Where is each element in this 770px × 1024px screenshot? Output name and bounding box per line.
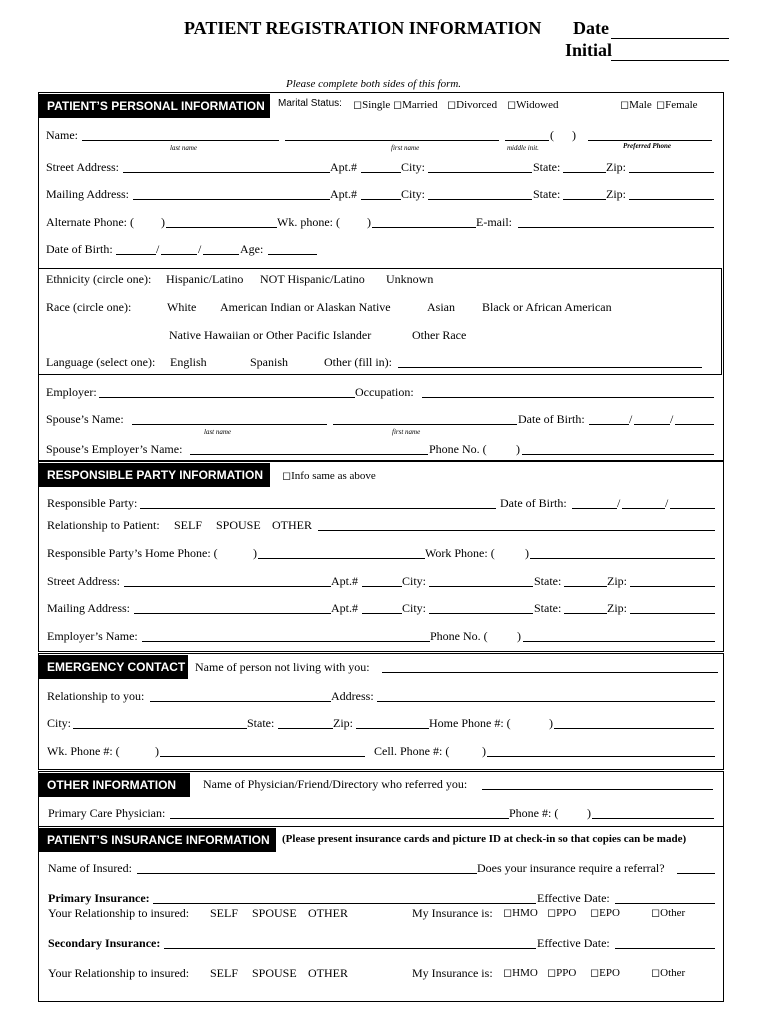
state-field[interactable] [563,172,606,173]
responsible-city-label: City: [402,574,427,588]
secondary-ppo-checkbox[interactable]: ◻PPO [547,967,577,979]
responsible-header: RESPONSIBLE PARTY INFORMATION [38,463,270,487]
responsible-state-field[interactable] [564,586,607,587]
responsible-state-label: State: [534,574,562,588]
responsible-mailing-label: Mailing Address: [47,601,130,615]
emergency-state-field[interactable] [278,728,333,729]
responsible-employer-label: Employer’s Name: [47,629,138,643]
marital-married-checkbox[interactable]: ◻Married [393,99,438,111]
personal-header: PATIENT’S PERSONAL INFORMATION [38,94,270,118]
relationship-other-option[interactable]: OTHER [272,518,312,532]
spouse-dob-day-field[interactable] [634,424,670,425]
mailing-apt-field[interactable] [361,199,401,200]
responsible-employer-phone-label: Phone No. ( [430,629,488,643]
ethnicity-not-hispanic-option[interactable]: NOT Hispanic/Latino [260,272,365,286]
relationship-spouse-option[interactable]: SPOUSE [216,518,261,532]
responsible-mailing-zip-field[interactable] [630,613,715,614]
primary-hmo-checkbox[interactable]: ◻HMO [503,907,538,919]
initial-field[interactable] [611,60,729,61]
wk-phone-field[interactable] [372,227,476,228]
responsible-mailing-apt-label: Apt.# [331,601,358,615]
emergency-city-label: City: [47,716,72,730]
secondary-effective-field[interactable] [615,948,715,949]
wk-phone-paren: ) [367,215,371,229]
mailing-city-field[interactable] [428,199,532,200]
marital-single-checkbox[interactable]: ◻Single [353,99,391,111]
responsible-party-label: Responsible Party: [47,496,138,510]
mailing-zip-field[interactable] [629,199,714,200]
spouse-first-name-field[interactable] [333,424,517,425]
secondary-relationship-spouse[interactable]: SPOUSE [252,966,297,980]
primary-insurance-label: Primary Insurance: [48,891,150,905]
emergency-city-field[interactable] [73,728,247,729]
primary-relationship-label: Your Relationship to insured: [48,906,190,920]
relationship-self-option[interactable]: SELF [174,518,203,532]
secondary-epo-checkbox[interactable]: ◻EPO [590,967,620,979]
middle-init-hint: middle init. [507,144,539,152]
last-name-field[interactable] [82,140,279,141]
emergency-header: EMERGENCY CONTACT [38,655,188,679]
emergency-wk-phone-field[interactable] [160,756,365,757]
language-label: Language (select one): [46,355,156,369]
emergency-cell-phone-paren: ) [482,744,486,758]
race-asian-option[interactable]: Asian [427,300,455,314]
spouse-dob-label: Date of Birth: [518,412,585,426]
marital-widowed-checkbox[interactable]: ◻Widowed [507,99,559,111]
first-name-hint: first name [391,144,420,152]
primary-relationship-self[interactable]: SELF [210,906,239,920]
emergency-relationship-label: Relationship to you: [47,689,145,703]
spouse-dob-year-field[interactable] [675,424,714,425]
primary-effective-label: Effective Date: [537,891,610,905]
responsible-dob-year-field[interactable] [670,508,715,509]
pcp-field[interactable] [170,818,509,819]
emergency-home-phone-paren: ) [549,716,553,730]
dob-year-field[interactable] [203,254,239,255]
wk-phone-label: Wk. phone: ( [277,215,340,229]
middle-init-field[interactable] [505,140,549,141]
marital-divorced-checkbox[interactable]: ◻Divorced [447,99,498,111]
emergency-home-phone-label: Home Phone #: ( [429,716,511,730]
responsible-work-phone-paren: ) [525,546,529,560]
date-label: Date [573,18,609,38]
secondary-insurance-label: Secondary Insurance: [48,936,161,950]
responsible-dob-slash-1: / [617,496,621,510]
responsible-dob-label: Date of Birth: [500,496,567,510]
emergency-address-field[interactable] [377,701,715,702]
pcp-phone-field[interactable] [592,818,714,819]
secondary-relationship-self[interactable]: SELF [210,966,239,980]
responsible-home-phone-paren: ) [253,546,257,560]
alt-phone-label: Alternate Phone: ( [46,215,134,229]
secondary-other-checkbox[interactable]: ◻Other [651,967,686,979]
sex-male-checkbox[interactable]: ◻Male [620,99,652,111]
insurance-header: PATIENT’S INSURANCE INFORMATION [38,828,276,852]
primary-insurance-field[interactable] [153,903,536,904]
street-address-label: Street Address: [46,160,119,174]
state-label: State: [533,160,561,174]
primary-relationship-other[interactable]: OTHER [308,906,348,920]
secondary-effective-label: Effective Date: [537,936,610,950]
info-same-checkbox[interactable]: ◻Info same as above [282,470,376,482]
city-label: City: [401,160,426,174]
insurance-note: (Please present insurance cards and picture ID at check-in so that copies can be made) [282,833,687,845]
other-header: OTHER INFORMATION [38,773,190,797]
first-name-field[interactable] [285,140,499,141]
relationship-label: Relationship to Patient: [47,518,160,532]
city-field[interactable] [428,172,532,173]
responsible-mailing-city-field[interactable] [429,613,533,614]
emergency-relationship-field[interactable] [150,701,331,702]
employer-field[interactable] [99,397,355,398]
race-pacific-islander-option[interactable]: Native Hawaiian or Other Pacific Islander [169,328,372,342]
alt-phone-field[interactable] [166,227,277,228]
employer-label: Employer: [46,385,97,399]
responsible-zip-field[interactable] [630,586,715,587]
responsible-mailing-zip-label: Zip: [607,601,627,615]
referral-field[interactable] [677,873,715,874]
spouse-dob-slash-2: / [670,412,674,426]
alt-phone-paren: ) [161,215,165,229]
apt-label: Apt.# [330,160,357,174]
primary-my-insurance-label: My Insurance is: [412,906,493,920]
last-name-hint: last name [170,144,198,152]
mailing-zip-label: Zip: [606,187,626,201]
responsible-work-phone-field[interactable] [530,558,715,559]
insured-name-label: Name of Insured: [48,861,132,875]
email-field[interactable] [518,227,714,228]
referred-label: Name of Physician/Friend/Directory who referred you: [203,777,468,791]
instruction-text: Please complete both sides of this form. [286,78,462,90]
primary-ppo-checkbox[interactable]: ◻PPO [547,907,577,919]
spouse-employer-label: Spouse’s Employer’s Name: [46,442,183,456]
referral-label: Does your insurance require a referral? [477,861,665,875]
spouse-last-name-hint: last name [204,428,232,436]
name-label: Name: [46,128,78,142]
race-american-indian-option[interactable]: American Indian or Alaskan Native [220,300,391,314]
primary-epo-checkbox[interactable]: ◻EPO [590,907,620,919]
secondary-relationship-other[interactable]: OTHER [308,966,348,980]
emergency-wk-phone-label: Wk. Phone #: ( [47,744,120,758]
referred-field[interactable] [482,789,713,790]
responsible-street-label: Street Address: [47,574,120,588]
dob-label: Date of Birth: [46,242,113,256]
spouse-dob-slash-1: / [629,412,633,426]
initial-label: Initial [565,40,613,60]
responsible-zip-label: Zip: [607,574,627,588]
responsible-mailing-state-label: State: [534,601,562,615]
primary-effective-field[interactable] [615,903,715,904]
spouse-phone-paren: ) [516,442,520,456]
primary-other-checkbox[interactable]: ◻Other [651,907,686,919]
zip-label: Zip: [606,160,626,174]
responsible-employer-field[interactable] [142,641,430,642]
marital-status-label: Marital Status: [278,98,342,109]
secondary-hmo-checkbox[interactable]: ◻HMO [503,967,538,979]
occupation-field[interactable] [422,397,714,398]
sex-female-checkbox[interactable]: ◻Female [656,99,698,111]
emergency-state-label: State: [247,716,275,730]
spouse-name-label: Spouse’s Name: [46,412,124,426]
ethnicity-unknown-option[interactable]: Unknown [386,272,434,286]
secondary-my-insurance-label: My Insurance is: [412,966,493,980]
responsible-mailing-city-label: City: [402,601,427,615]
responsible-apt-field[interactable] [362,586,402,587]
insured-name-field[interactable] [137,873,477,874]
age-label: Age: [240,242,264,256]
date-field[interactable] [611,38,729,39]
mailing-apt-label: Apt.# [330,187,357,201]
language-other-label: Other (fill in): [324,355,392,369]
responsible-mailing-apt-field[interactable] [362,613,402,614]
responsible-work-phone-label: Work Phone: ( [425,546,495,560]
emergency-cell-phone-field[interactable] [487,756,715,757]
page-title: PATIENT REGISTRATION INFORMATION [184,18,542,38]
emergency-name-field[interactable] [382,672,718,673]
occupation-label: Occupation: [355,385,414,399]
age-field[interactable] [268,254,317,255]
relationship-other-field[interactable] [318,530,715,531]
dob-slash-1: / [156,242,160,256]
responsible-apt-label: Apt.# [331,574,358,588]
preferred-phone-hint: Preferred Phone [623,142,672,150]
emergency-zip-label: Zip: [333,716,353,730]
preferred-phone-paren: ( ) [550,128,576,142]
responsible-dob-day-field[interactable] [622,508,665,509]
responsible-dob-slash-2: / [665,496,669,510]
primary-relationship-spouse[interactable]: SPOUSE [252,906,297,920]
emergency-cell-phone-label: Cell. Phone #: ( [374,744,450,758]
pcp-label: Primary Care Physician: [48,806,166,820]
language-english-option[interactable]: English [170,355,207,369]
responsible-street-field[interactable] [124,586,331,587]
responsible-party-field[interactable] [140,508,496,509]
responsible-mailing-field[interactable] [134,613,331,614]
mailing-address-field[interactable] [133,199,330,200]
pcp-phone-label: Phone #: ( [509,806,559,820]
spouse-dob-month-field[interactable] [589,424,629,425]
spouse-phone-field[interactable] [522,454,714,455]
ethnicity-label: Ethnicity (circle one): [46,272,152,286]
spouse-first-name-hint: first name [392,428,421,436]
dob-month-field[interactable] [116,254,156,255]
emergency-zip-field[interactable] [356,728,429,729]
street-address-field[interactable] [123,172,330,173]
pcp-phone-paren: ) [587,806,591,820]
apt-field[interactable] [361,172,401,173]
ethnicity-hispanic-option[interactable]: Hispanic/Latino [166,272,244,286]
language-other-field[interactable] [398,367,702,368]
dob-slash-2: / [198,242,202,256]
mailing-address-label: Mailing Address: [46,187,129,201]
zip-field[interactable] [629,172,714,173]
responsible-dob-month-field[interactable] [572,508,617,509]
responsible-home-phone-field[interactable] [258,558,425,559]
preferred-phone-field[interactable] [588,140,712,141]
spouse-phone-label: Phone No. ( [429,442,487,456]
race-black-option[interactable]: Black or African American [482,300,612,314]
emergency-home-phone-field[interactable] [554,728,714,729]
responsible-employer-phone-field[interactable] [523,641,715,642]
race-label: Race (circle one): [46,300,132,314]
responsible-mailing-state-field[interactable] [564,613,607,614]
secondary-insurance-field[interactable] [164,948,536,949]
email-label: E-mail: [476,215,512,229]
emergency-wk-phone-paren: ) [155,744,159,758]
mailing-state-label: State: [533,187,561,201]
responsible-employer-phone-paren: ) [517,629,521,643]
secondary-relationship-label: Your Relationship to insured: [48,966,190,980]
dob-day-field[interactable] [161,254,197,255]
race-other-option[interactable]: Other Race [412,328,467,342]
mailing-city-label: City: [401,187,426,201]
language-spanish-option[interactable]: Spanish [250,355,289,369]
responsible-city-field[interactable] [429,586,533,587]
responsible-home-phone-label: Responsible Party’s Home Phone: ( [47,546,218,560]
race-white-option[interactable]: White [167,300,197,314]
emergency-name-label: Name of person not living with you: [195,660,370,674]
spouse-last-name-field[interactable] [132,424,327,425]
emergency-address-label: Address: [331,689,374,703]
mailing-state-field[interactable] [563,199,606,200]
spouse-employer-field[interactable] [190,454,428,455]
